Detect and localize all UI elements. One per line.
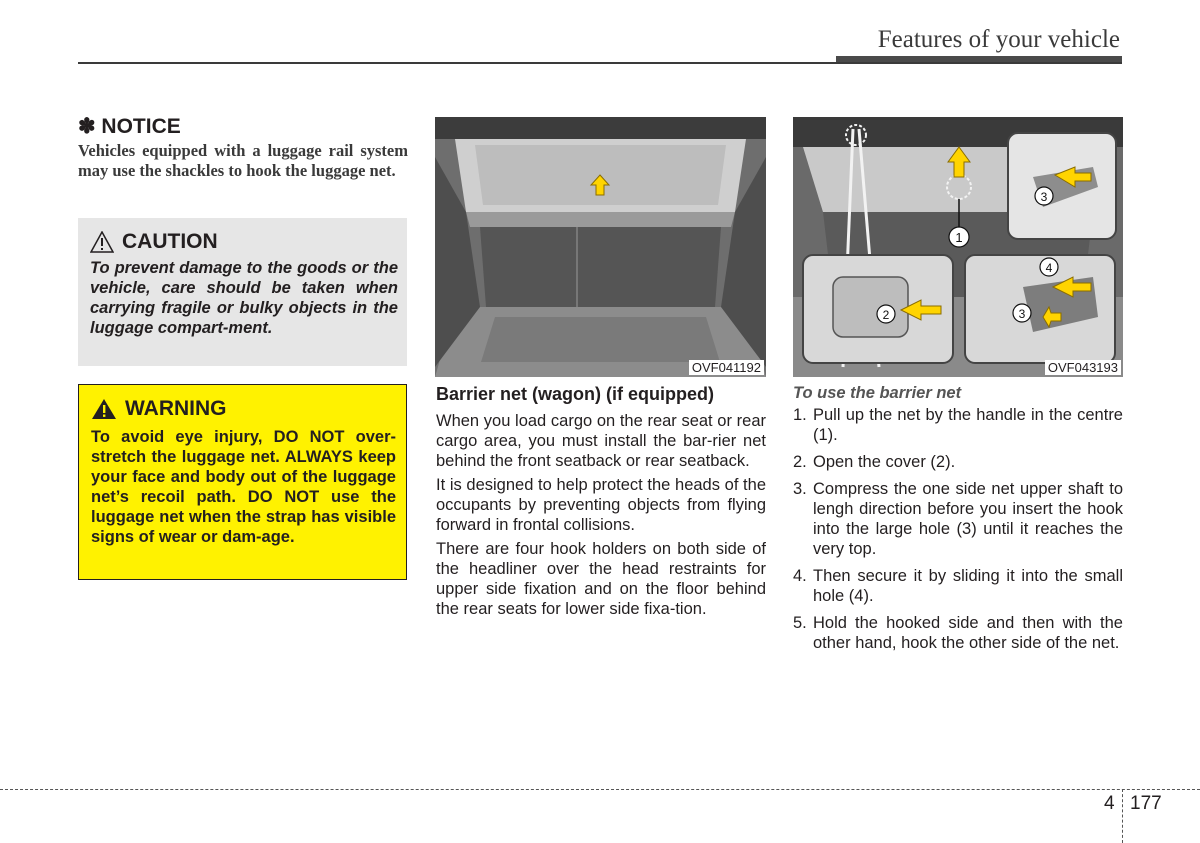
header-rule-accent <box>836 56 1122 62</box>
warning-body: To avoid eye injury, DO NOT over-stretch the luggage net. ALWAYS keep your face and body out of the luggage net’s recoil path. DO NOT use the luggage net when the strap has visible signs of wear or dam-age. <box>91 428 396 546</box>
notice-body: Vehicles equipped with a luggage rail system may use the shackles to hook the luggage net. <box>78 141 408 180</box>
step-number: 3. <box>793 480 807 498</box>
caution-box <box>78 218 407 366</box>
step-item <box>793 566 1123 606</box>
callout-1: 1 <box>955 230 963 245</box>
step-item <box>793 479 1123 559</box>
barrier-net-illustration <box>793 117 1123 377</box>
header-rule <box>78 62 1122 64</box>
barrier-net-photo <box>793 117 1123 377</box>
use-barrier-net-title: To use the barrier net <box>793 384 962 402</box>
step-item <box>793 613 1123 653</box>
step-text: Compress the one side net upper shaft to lengh direction before you insert the hook into the large hole (3) until it reaches the very top. <box>813 480 1123 558</box>
use-barrier-net-section <box>793 384 1123 660</box>
footer-dashed-divider <box>1122 789 1123 843</box>
callout-4: 4 <box>1045 261 1053 275</box>
step-number: 1. <box>793 406 807 424</box>
warning-heading-row <box>91 397 227 421</box>
caution-triangle-icon <box>90 231 114 253</box>
caution-heading-row <box>90 230 218 254</box>
step-text: Hold the hooked side and then with the other hand, hook the other side of the net. <box>813 614 1123 652</box>
footer-dashed-rule <box>0 789 1200 790</box>
step-text: Pull up the net by the handle in the centre (1). <box>813 406 1123 444</box>
figure-code: OVF041192 <box>689 360 764 375</box>
page-number: 177 <box>1130 793 1162 814</box>
step-item <box>793 405 1123 445</box>
barrier-net-title: Barrier net (wagon) (if equipped) <box>436 384 715 404</box>
warning-box <box>78 384 407 580</box>
callout-3a: 3 <box>1040 190 1048 204</box>
step-text: Open the cover (2). <box>813 453 956 471</box>
barrier-paragraph: It is designed to help protect the heads of the occupants by preventing objects from flying forward in frontal collisions. <box>436 476 766 534</box>
step-number: 2. <box>793 453 807 471</box>
warning-heading: WARNING <box>125 397 227 420</box>
step-item <box>793 452 1123 472</box>
warning-triangle-icon <box>91 398 117 420</box>
step-text: Then secure it by sliding it into the small hole (4). <box>813 567 1123 605</box>
callout-3b: 3 <box>1018 307 1026 321</box>
notice-section <box>78 114 408 181</box>
figure-code: OVF043193 <box>1045 360 1121 375</box>
caution-body: To prevent damage to the goods or the vehicle, care should be taken when carrying fragile or bulky objects in the luggage compart-ment. <box>90 259 398 337</box>
step-number: 5. <box>793 614 807 632</box>
barrier-paragraph: There are four hook holders on both side of the headliner over the head restraints for upper side fixation and on the floor behind the rear seats for lower side fixa-tion. <box>436 540 766 618</box>
barrier-paragraph: When you load cargo on the rear seat or rear cargo area, you must install the bar-rier net behind the front seatback or rear seatback. <box>436 412 766 470</box>
barrier-net-section <box>436 384 766 623</box>
callout-2: 2 <box>882 308 890 322</box>
cargo-area-illustration <box>435 117 766 377</box>
notice-heading: ✽ NOTICE <box>78 115 181 138</box>
cargo-area-photo <box>435 117 766 377</box>
step-number: 4. <box>793 567 807 585</box>
steps-list <box>793 405 1123 653</box>
caution-heading: CAUTION <box>122 230 218 253</box>
chapter-number: 4 <box>1104 793 1115 814</box>
page-header-title: Features of your vehicle <box>877 26 1120 53</box>
